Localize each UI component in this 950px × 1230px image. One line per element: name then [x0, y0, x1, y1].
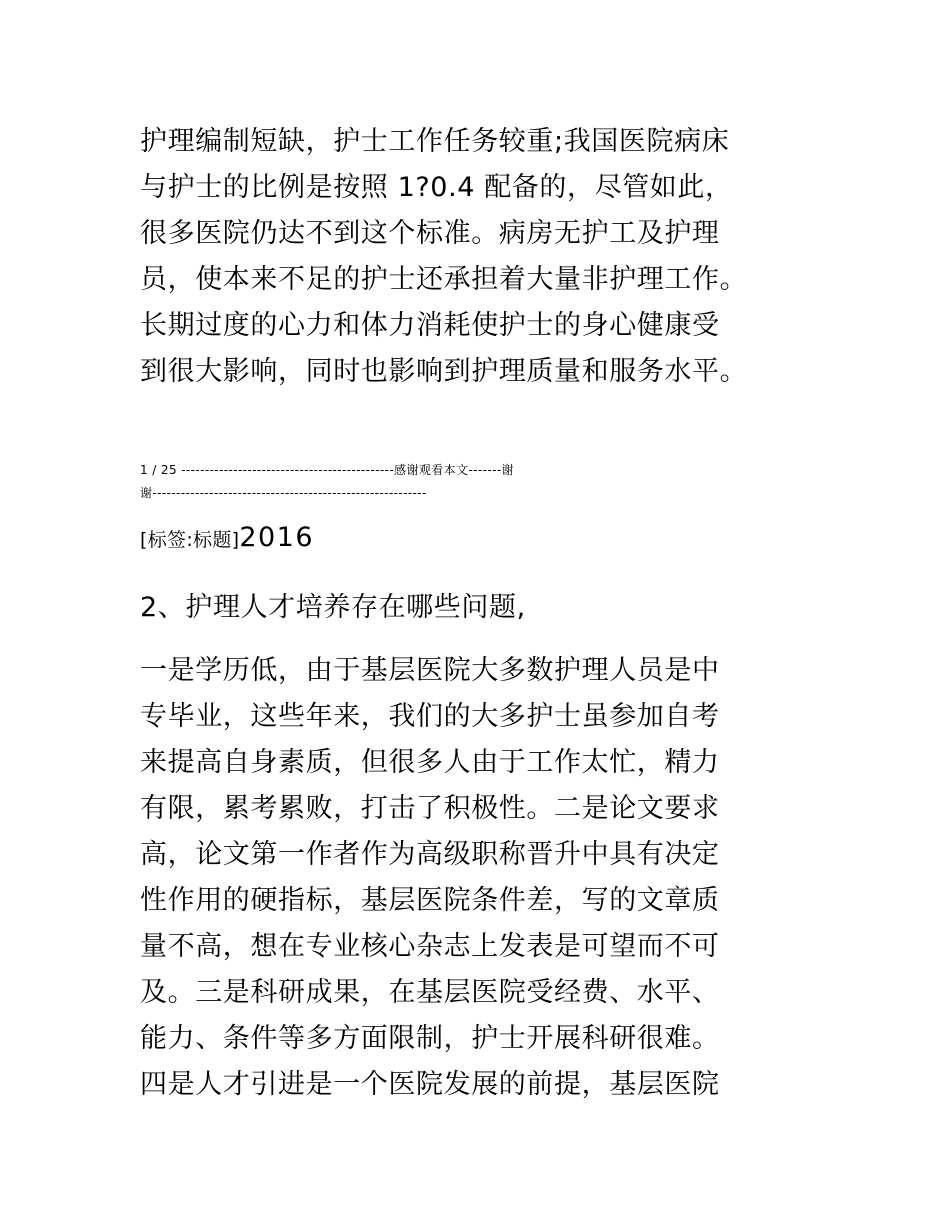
tag-label: [标签:标题] — [140, 529, 240, 551]
paragraph-line: 来提高自身素质，但很多人由于工作太忙，精力 — [140, 747, 720, 778]
paragraph-staff-shortage — [140, 119, 830, 395]
paragraph-line: 性作用的硬指标，基层医院条件差，写的文章质 — [140, 885, 720, 916]
paragraph-line: 与护士的比例是按照 1?0.4 配备的，尽管如此， — [140, 172, 733, 203]
paragraph-line: 员，使本来不足的护士还承担着大量非护理工作。 — [140, 264, 748, 295]
paragraph-line: 到很大影响，同时也影响到护理质量和服务水平。 — [140, 356, 748, 387]
tag-line — [140, 522, 314, 553]
paragraph-line: 一是学历低，由于基层医院大多数护理人员是中 — [140, 655, 720, 686]
paragraph-line: 高，论文第一作者作为高级职称晋升中具有决定 — [140, 839, 720, 870]
page-footer-line: 1 / 25 ---------------------------------------------感谢观看本文-------谢 — [140, 463, 514, 477]
paragraph-talent-problems — [140, 648, 830, 1108]
paragraph-line: 及。三是科研成果，在基层医院受经费、水平、 — [140, 977, 720, 1008]
paragraph-line: 四是人才引进是一个医院发展的前提，基层医院 — [140, 1069, 720, 1100]
page-footer-continuation: 谢---------------------------------------------------------- — [140, 486, 427, 500]
section-heading: 2、护理人才培养存在哪些问题, — [140, 592, 526, 623]
paragraph-line: 很多医院仍达不到这个标准。病房无护工及护理 — [140, 218, 720, 249]
paragraph-line: 护理编制短缺，护士工作任务较重;我国医院病床 — [140, 126, 730, 157]
paragraph-line: 有限，累考累败，打击了积极性。二是论文要求 — [140, 793, 720, 824]
paragraph-line: 长期过度的心力和体力消耗使护士的身心健康受 — [140, 310, 720, 341]
tag-year: 2016 — [239, 522, 315, 553]
paragraph-line: 专毕业，这些年来，我们的大多护士虽参加自考 — [140, 701, 720, 732]
paragraph-line: 量不高，想在专业核心杂志上发表是可望而不可 — [140, 931, 720, 962]
paragraph-line: 能力、条件等多方面限制，护士开展科研很难。 — [140, 1023, 720, 1054]
